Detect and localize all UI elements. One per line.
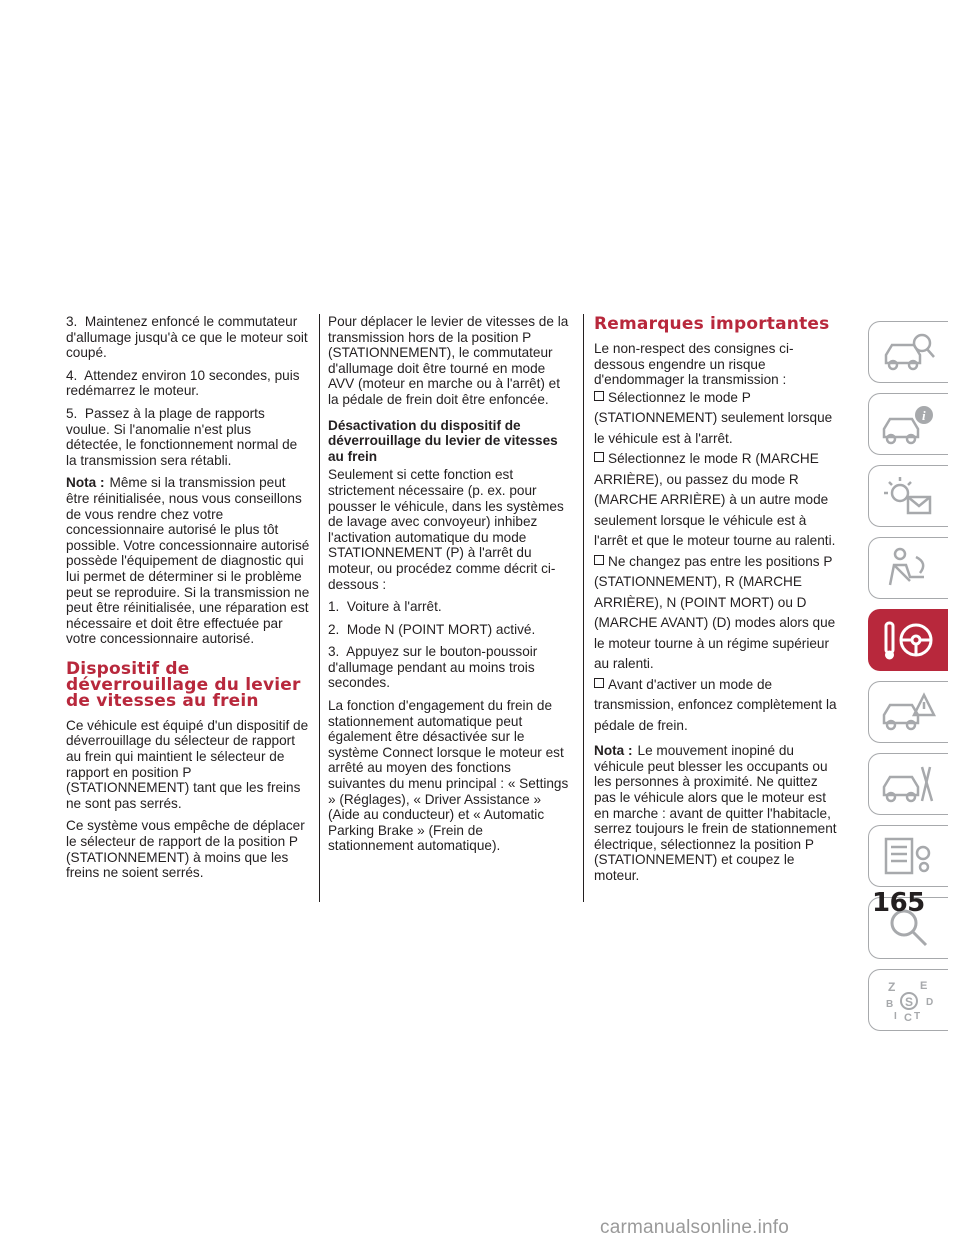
tab-emergency[interactable] bbox=[868, 681, 948, 743]
nota-label: Nota : bbox=[594, 743, 633, 759]
text-column-2 bbox=[328, 314, 572, 861]
checkbox-bullet-icon bbox=[594, 678, 604, 688]
nota-label: Nota : bbox=[66, 475, 105, 491]
column-divider-1 bbox=[319, 314, 320, 902]
car-search-icon bbox=[880, 329, 938, 375]
nota-text: Même si la transmission peut être réinitialisée, nous vous conseillons de vous rendre chez votre concessionnaire autorisé le plus tôt possible. Votre concessionnaire autorisé possède l'équipement de diagnostic qui lui permet de déterminer si le problème peut se reproduire. Si la transmission ne peut être réinitialisée, une réparation est nécessaire et doit être effectuée par votre concessionnaire autorisé. bbox=[66, 475, 310, 647]
svg-text:Z: Z bbox=[887, 980, 895, 994]
watermark-text: carmanualsonline.info bbox=[600, 1217, 790, 1238]
interlock-paragraph-2: Ce système vous empêche de déplacer le sélecteur de rapport de la position P (STATIONNEMENT) à moins que les freins ne soient serrés. bbox=[66, 818, 305, 881]
disable-step-3: 3. Appuyez sur le bouton-poussoir d'allumage pendant au moins trois secondes. bbox=[328, 644, 538, 691]
text-column-3 bbox=[594, 314, 840, 891]
disable-intro-paragraph: Seulement si cette fonction est strictement nécessaire (p. ex. pour pousser le véhicule, dans les systèmes de lavage avec convoyeur) inhibez l'activation automatique du mode STATIONNEMENT (P) à l'arrêt du moteur, ou procédez comme décrit ci-dessous : bbox=[328, 467, 564, 592]
connect-system-paragraph: La fonction d'engagement du frein de stationnement automatique peut également être désactivée sur le système Connect lorsque le moteur est arrêté au moyen des fonctions suivantes du menu principal : « Settings » (Réglages), « Driver Assistance » (Aide au conducteur) et « Automatic Parking Brake » (Frein de stationnement automatique). bbox=[328, 698, 569, 854]
car-maintenance-icon bbox=[880, 761, 938, 807]
warning-lights-icon bbox=[880, 473, 938, 519]
bullet-item: Sélectionnez le mode R (MARCHE ARRIÈRE), ou passez du mode R (MARCHE ARRIÈRE) à un autre mode seulement lorsque le véhicule est à l'arrêt et que le moteur tourne au ralenti. bbox=[594, 451, 836, 549]
key-steering-wheel-icon bbox=[880, 617, 938, 663]
bullet-item: Ne changez pas entre les positions P (STATIONNEMENT), R (MARCHE ARRIÈRE), N (POINT MORT) ou D (MARCHE AVANT) (D) modes alors que le moteur tourne à un régime supérieur au ralenti. bbox=[594, 553, 836, 672]
svg-text:I: I bbox=[893, 1011, 897, 1022]
tab-getting-to-know-vehicle[interactable] bbox=[868, 321, 948, 383]
nota-text: Le mouvement inopiné du véhicule peut blesser les occupants ou les personnes à proximité. Ne quittez pas le véhicule alors que le moteur est en marche : avant de quitter l'habitacle, serrez toujours le frein de stationnement électrique, sélectionnez la position P (STATIONNEMENT) et coupez le moteur. bbox=[594, 743, 837, 884]
step-5-paragraph: 5. Passez à la plage de rapports voulue. Si l'anomalie n'est plus détectée, le fonctionnement normal de la transmission sera rétabli. bbox=[66, 405, 298, 468]
alphabetical-index-icon bbox=[880, 977, 938, 1023]
section-title-important-notes: Remarques importantes bbox=[594, 314, 830, 334]
subhead-disable-interlock: Désactivation du dispositif de déverrouillage du levier de vitesses au frein bbox=[328, 417, 558, 464]
svg-text:T: T bbox=[913, 1011, 920, 1022]
tab-safety-lights[interactable] bbox=[868, 465, 948, 527]
svg-text:D: D bbox=[925, 997, 933, 1008]
disable-step-2: 2. Mode N (POINT MORT) activé. bbox=[328, 621, 536, 637]
checkbox-bullet-icon bbox=[594, 555, 604, 565]
tab-dashboard[interactable] bbox=[868, 393, 948, 455]
notes-intro-paragraph: Le non-respect des consignes ci-dessous engendre un risque d'endommager la transmission : bbox=[594, 341, 794, 388]
tab-alphabetical-index[interactable] bbox=[868, 969, 948, 1031]
tab-starting-driving[interactable] bbox=[868, 609, 948, 671]
checkbox-bullet-icon bbox=[594, 452, 604, 462]
svg-text:B: B bbox=[885, 999, 893, 1010]
interlock-paragraph-1: Ce véhicule est équipé d'un dispositif de déverrouillage du sélecteur de rapport au frein qui maintient le sélecteur de rapport en position P (STATIONNEMENT) tant que les freins ne sont pas serrés. bbox=[66, 717, 309, 811]
disable-step-1: 1. Voiture à l'arrêt. bbox=[328, 599, 442, 615]
step-4-paragraph: 4. Attendez environ 10 secondes, puis redémarrez le moteur. bbox=[66, 367, 300, 399]
step-3-paragraph: 3. Maintenez enfoncé le commutateur d'allumage jusqu'à ce que le moteur soit coupé. bbox=[66, 314, 308, 361]
tab-technical-specifications[interactable] bbox=[868, 825, 948, 887]
svg-text:i: i bbox=[921, 408, 926, 423]
seatbelt-airbag-icon bbox=[880, 545, 938, 591]
bullet-item: Avant d'activer un mode de transmission, enfoncez complètement la pédale de frein. bbox=[594, 676, 837, 733]
text-column-1 bbox=[66, 314, 310, 888]
chapter-tabs bbox=[868, 321, 948, 1041]
column-divider-2 bbox=[583, 314, 584, 902]
page-number: 165 bbox=[872, 888, 925, 918]
svg-text:E: E bbox=[919, 980, 927, 992]
tab-servicing-care[interactable] bbox=[868, 753, 948, 815]
car-breakdown-icon bbox=[880, 689, 938, 735]
nota-paragraph bbox=[594, 743, 840, 883]
tab-safety[interactable] bbox=[868, 537, 948, 599]
svg-text:S: S bbox=[904, 995, 913, 1009]
specifications-icon bbox=[880, 833, 938, 879]
svg-text:C: C bbox=[903, 1012, 912, 1023]
bullet-item: Sélectionnez le mode P (STATIONNEMENT) seulement lorsque le véhicule est à l'arrêt. bbox=[594, 389, 833, 446]
checkbox-bullet-icon bbox=[594, 391, 604, 401]
shift-procedure-paragraph: Pour déplacer le levier de vitesses de la transmission hors de la position P (STATIONNEMENT), le commutateur d'allumage doit être tourné en mode AVV (moteur en marche ou à l'arrêt) et la pédale de frein doit être enfoncée. bbox=[328, 314, 569, 407]
nota-paragraph bbox=[66, 475, 310, 647]
section-title-brake-shift-interlock: Dispositif de déverrouillage du levier de vitesses au frein bbox=[66, 658, 301, 711]
car-info-icon bbox=[880, 401, 938, 447]
